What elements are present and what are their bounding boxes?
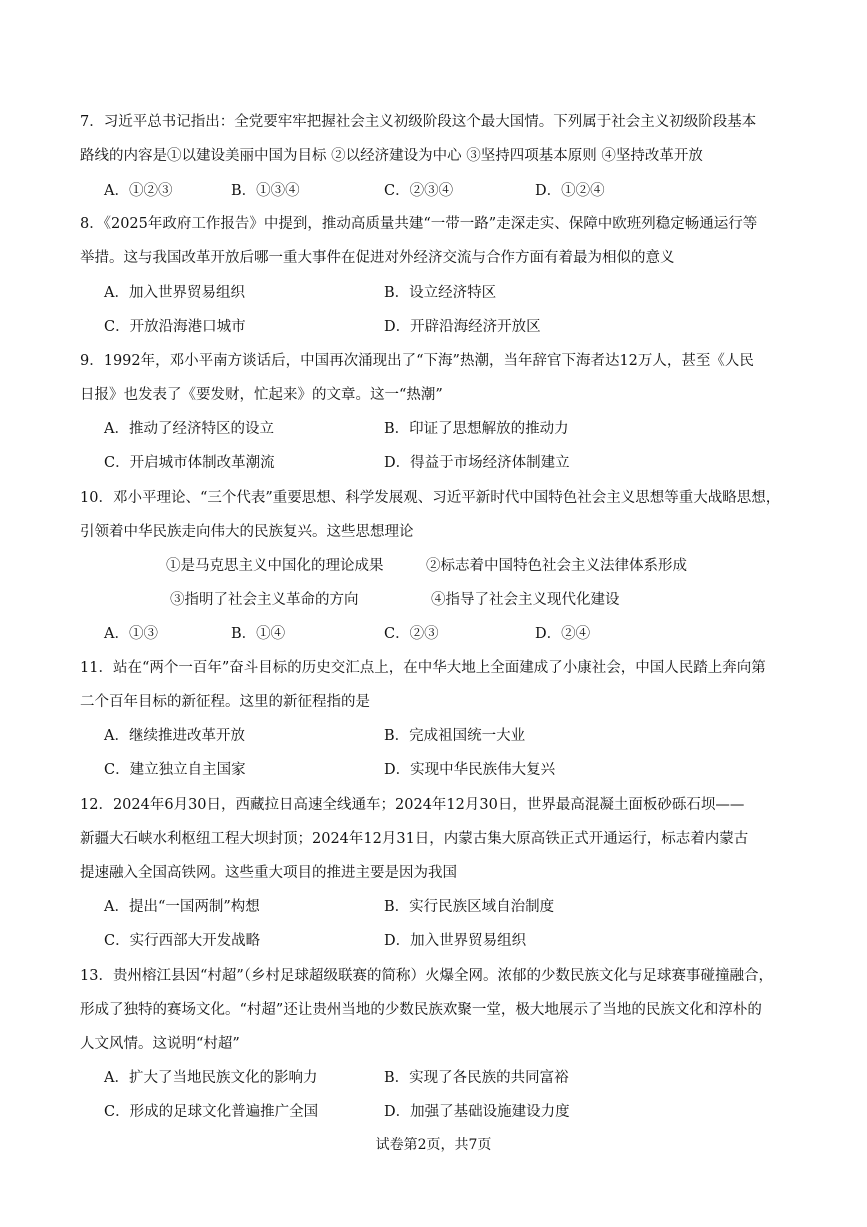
- option-a: A．①③: [104, 626, 158, 642]
- question-stem-line: 日报》也发表了《要发财，忙起来》的文章。这一“热潮”: [80, 387, 443, 403]
- option-c: C．建立独立自主国家: [104, 762, 246, 778]
- page-footer: 试卷第2页，共7页: [375, 1137, 492, 1153]
- statement-2: ②标志着中国特色社会主义法律体系形成: [426, 558, 687, 574]
- question-stem-line: 形成了独特的赛场文化。“村超”还让贵州当地的少数民族欢聚一堂，极大地展示了当地的民族文化和淳朴的: [80, 1002, 762, 1018]
- question-stem-line: 新疆大石峡水利枢纽工程大坝封顶；2024年12月31日，内蒙古集大原高铁正式开通运行，标志着内蒙古: [80, 831, 749, 847]
- option-c: C．开放沿海港口城市: [104, 319, 246, 335]
- option-a: A．继续推进改革开放: [104, 728, 245, 744]
- question-stem-line: 12．2024年6月30日，西藏拉日高速全线通车；2024年12月30日，世界最高混凝土面板砂砾石坝——: [80, 797, 745, 813]
- question-stem-line: 13．贵州榕江县因“村超”（乡村足球超级联赛的简称）火爆全网。浓郁的少数民族文化与足球赛事碰撞融合，: [80, 968, 774, 984]
- option-d: D．②④: [535, 626, 591, 642]
- question-stem-line: 提速融入全国高铁网。这些重大项目的推进主要是因为我国: [80, 865, 457, 881]
- option-b: B．完成祖国统一大业: [384, 728, 526, 744]
- question-stem-line: 7．习近平总书记指出：全党要牢牢把握社会主义初级阶段这个最大国情。下列属于社会主义初级阶段基本: [80, 114, 757, 130]
- question-stem-line: 8．《2025年政府工作报告》中提到，推动高质量共建“一带一路”走深走实、保障中欧班列稳定畅通运行等: [80, 216, 758, 232]
- option-a: A．①②③: [104, 183, 173, 199]
- statement-1: ①是马克思主义中国化的理论成果: [166, 558, 384, 574]
- question-stem-line: 路线的内容是①以建设美丽中国为目标 ②以经济建设为中心 ③坚持四项基本原则 ④坚持改革开放: [80, 148, 703, 164]
- option-a: A．推动了经济特区的设立: [104, 421, 274, 437]
- option-d: D．①②④: [535, 183, 605, 199]
- option-c: C．②③④: [384, 183, 454, 199]
- option-c: C．实行西部大开发战略: [104, 933, 261, 949]
- option-d: D．得益于市场经济体制建立: [384, 455, 570, 471]
- option-b: B．实行民族区域自治制度: [384, 899, 555, 915]
- question-stem-line: 9．1992年，邓小平南方谈话后，中国再次涌现出了“下海”热潮，当年辞官下海者达12万人，甚至《人民: [80, 353, 754, 369]
- question-stem-line: 举措。这与我国改革开放后哪一重大事件在促进对外经济交流与合作方面有着最为相似的意义: [80, 250, 675, 266]
- option-b: B．实现了各民族的共同富裕: [384, 1070, 569, 1086]
- option-a: A．加入世界贸易组织: [104, 285, 245, 301]
- option-d: D．加强了基础设施建设力度: [384, 1104, 570, 1120]
- question-stem-line: 11．站在“两个一百年”奋斗目标的历史交汇点上，在中华大地上全面建成了小康社会，中国人民踏上奔向第: [80, 660, 766, 676]
- question-stem-line: 人文风情。这说明“村超”: [80, 1036, 240, 1052]
- option-c: C．②③: [384, 626, 439, 642]
- option-d: D．开辟沿海经济开放区: [384, 319, 541, 335]
- question-stem-line: 10．邓小平理论、“三个代表”重要思想、科学发展观、习近平新时代中国特色社会主义思想等重大战略思想，: [80, 490, 781, 506]
- option-b: B．①④: [231, 626, 286, 642]
- question-stem-line: 引领着中华民族走向伟大的民族复兴。这些思想理论: [80, 524, 414, 540]
- question-stem-line: 二个百年目标的新征程。这里的新征程指的是: [80, 694, 370, 710]
- option-b: B．印证了思想解放的推动力: [384, 421, 569, 437]
- option-d: D．加入世界贸易组织: [384, 933, 527, 949]
- option-c: C．开启城市体制改革潮流: [104, 455, 275, 471]
- option-a: A．提出“一国两制”构想: [104, 899, 260, 915]
- option-c: C．形成的足球文化普遍推广全国: [104, 1104, 319, 1120]
- statement-4: ④指导了社会主义现代化建设: [431, 592, 620, 608]
- option-d: D．实现中华民族伟大复兴: [384, 762, 556, 778]
- option-b: B．设立经济特区: [384, 285, 497, 301]
- statement-3: ③指明了社会主义革命的方向: [170, 592, 359, 608]
- option-b: B．①③④: [231, 183, 300, 199]
- option-a: A．扩大了当地民族文化的影响力: [104, 1070, 318, 1086]
